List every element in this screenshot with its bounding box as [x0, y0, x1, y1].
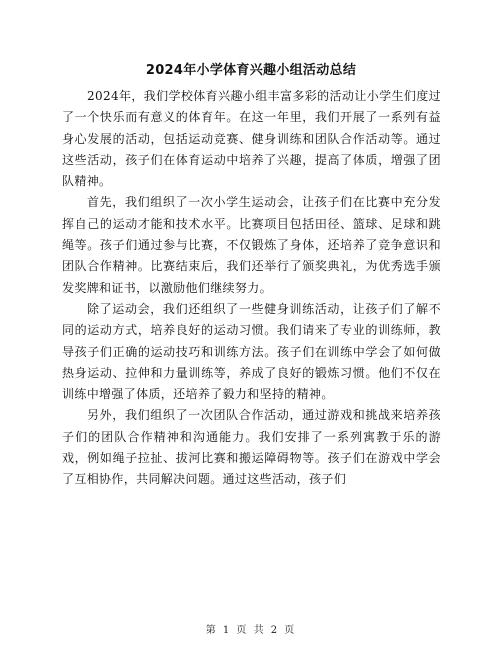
document-title: 2024年小学体育兴趣小组活动总结 — [145, 63, 357, 78]
paragraph-sports-meet: 首先，我们组织了一次小学生运动会，让孩子们在比赛中充分发挥自己的运动才能和技术水平。比赛项目包括田径、篮球、足球和跳绳等。孩子们通过参与比赛，不仅锻炼了身体，还培养了竞争意识和团队合作精神。比赛结束后，我们还举行了颁奖典礼，为优秀选手颁发奖牌和证书，以激励他们继续努力。 — [62, 195, 441, 295]
paragraph-teamwork: 另外，我们组织了一次团队合作活动，通过游戏和挑战来培养孩子们的团队合作精神和沟通能力。我们安排了一系列寓教于乐的游戏，例如绳子拉扯、拔河比赛和搬运障碍物等。孩子们在游戏中学会了互相协作，共同解决问题。通过这些活动，孩子们 — [62, 408, 441, 487]
paragraph-intro: 2024年，我们学校体育兴趣小组丰富多彩的活动让小学生们度过了一个快乐而有意义的体育年。在这一年里，我们开展了一系列有益身心发展的活动，包括运动竞赛、健身训练和团队合作活动等。通过这些活动，孩子们在体育运动中培养了兴趣，提高了体质，增强了团队精神。 — [62, 89, 441, 189]
document-body — [62, 86, 441, 491]
paragraph-fitness-training: 除了运动会，我们还组织了一些健身训练活动，让孩子们了解不同的运动方式，培养良好的运动习惯。我们请来了专业的训练师，教导孩子们正确的运动技巧和训练方法。孩子们在训练中学会了如何做热身运动、拉伸和力量训练等，养成了良好的锻炼习惯。他们不仅在训练中增强了体质，还培养了毅力和坚持的精神。 — [62, 301, 441, 402]
page-number-footer: 第 1 页 共 2 页 — [205, 625, 297, 636]
